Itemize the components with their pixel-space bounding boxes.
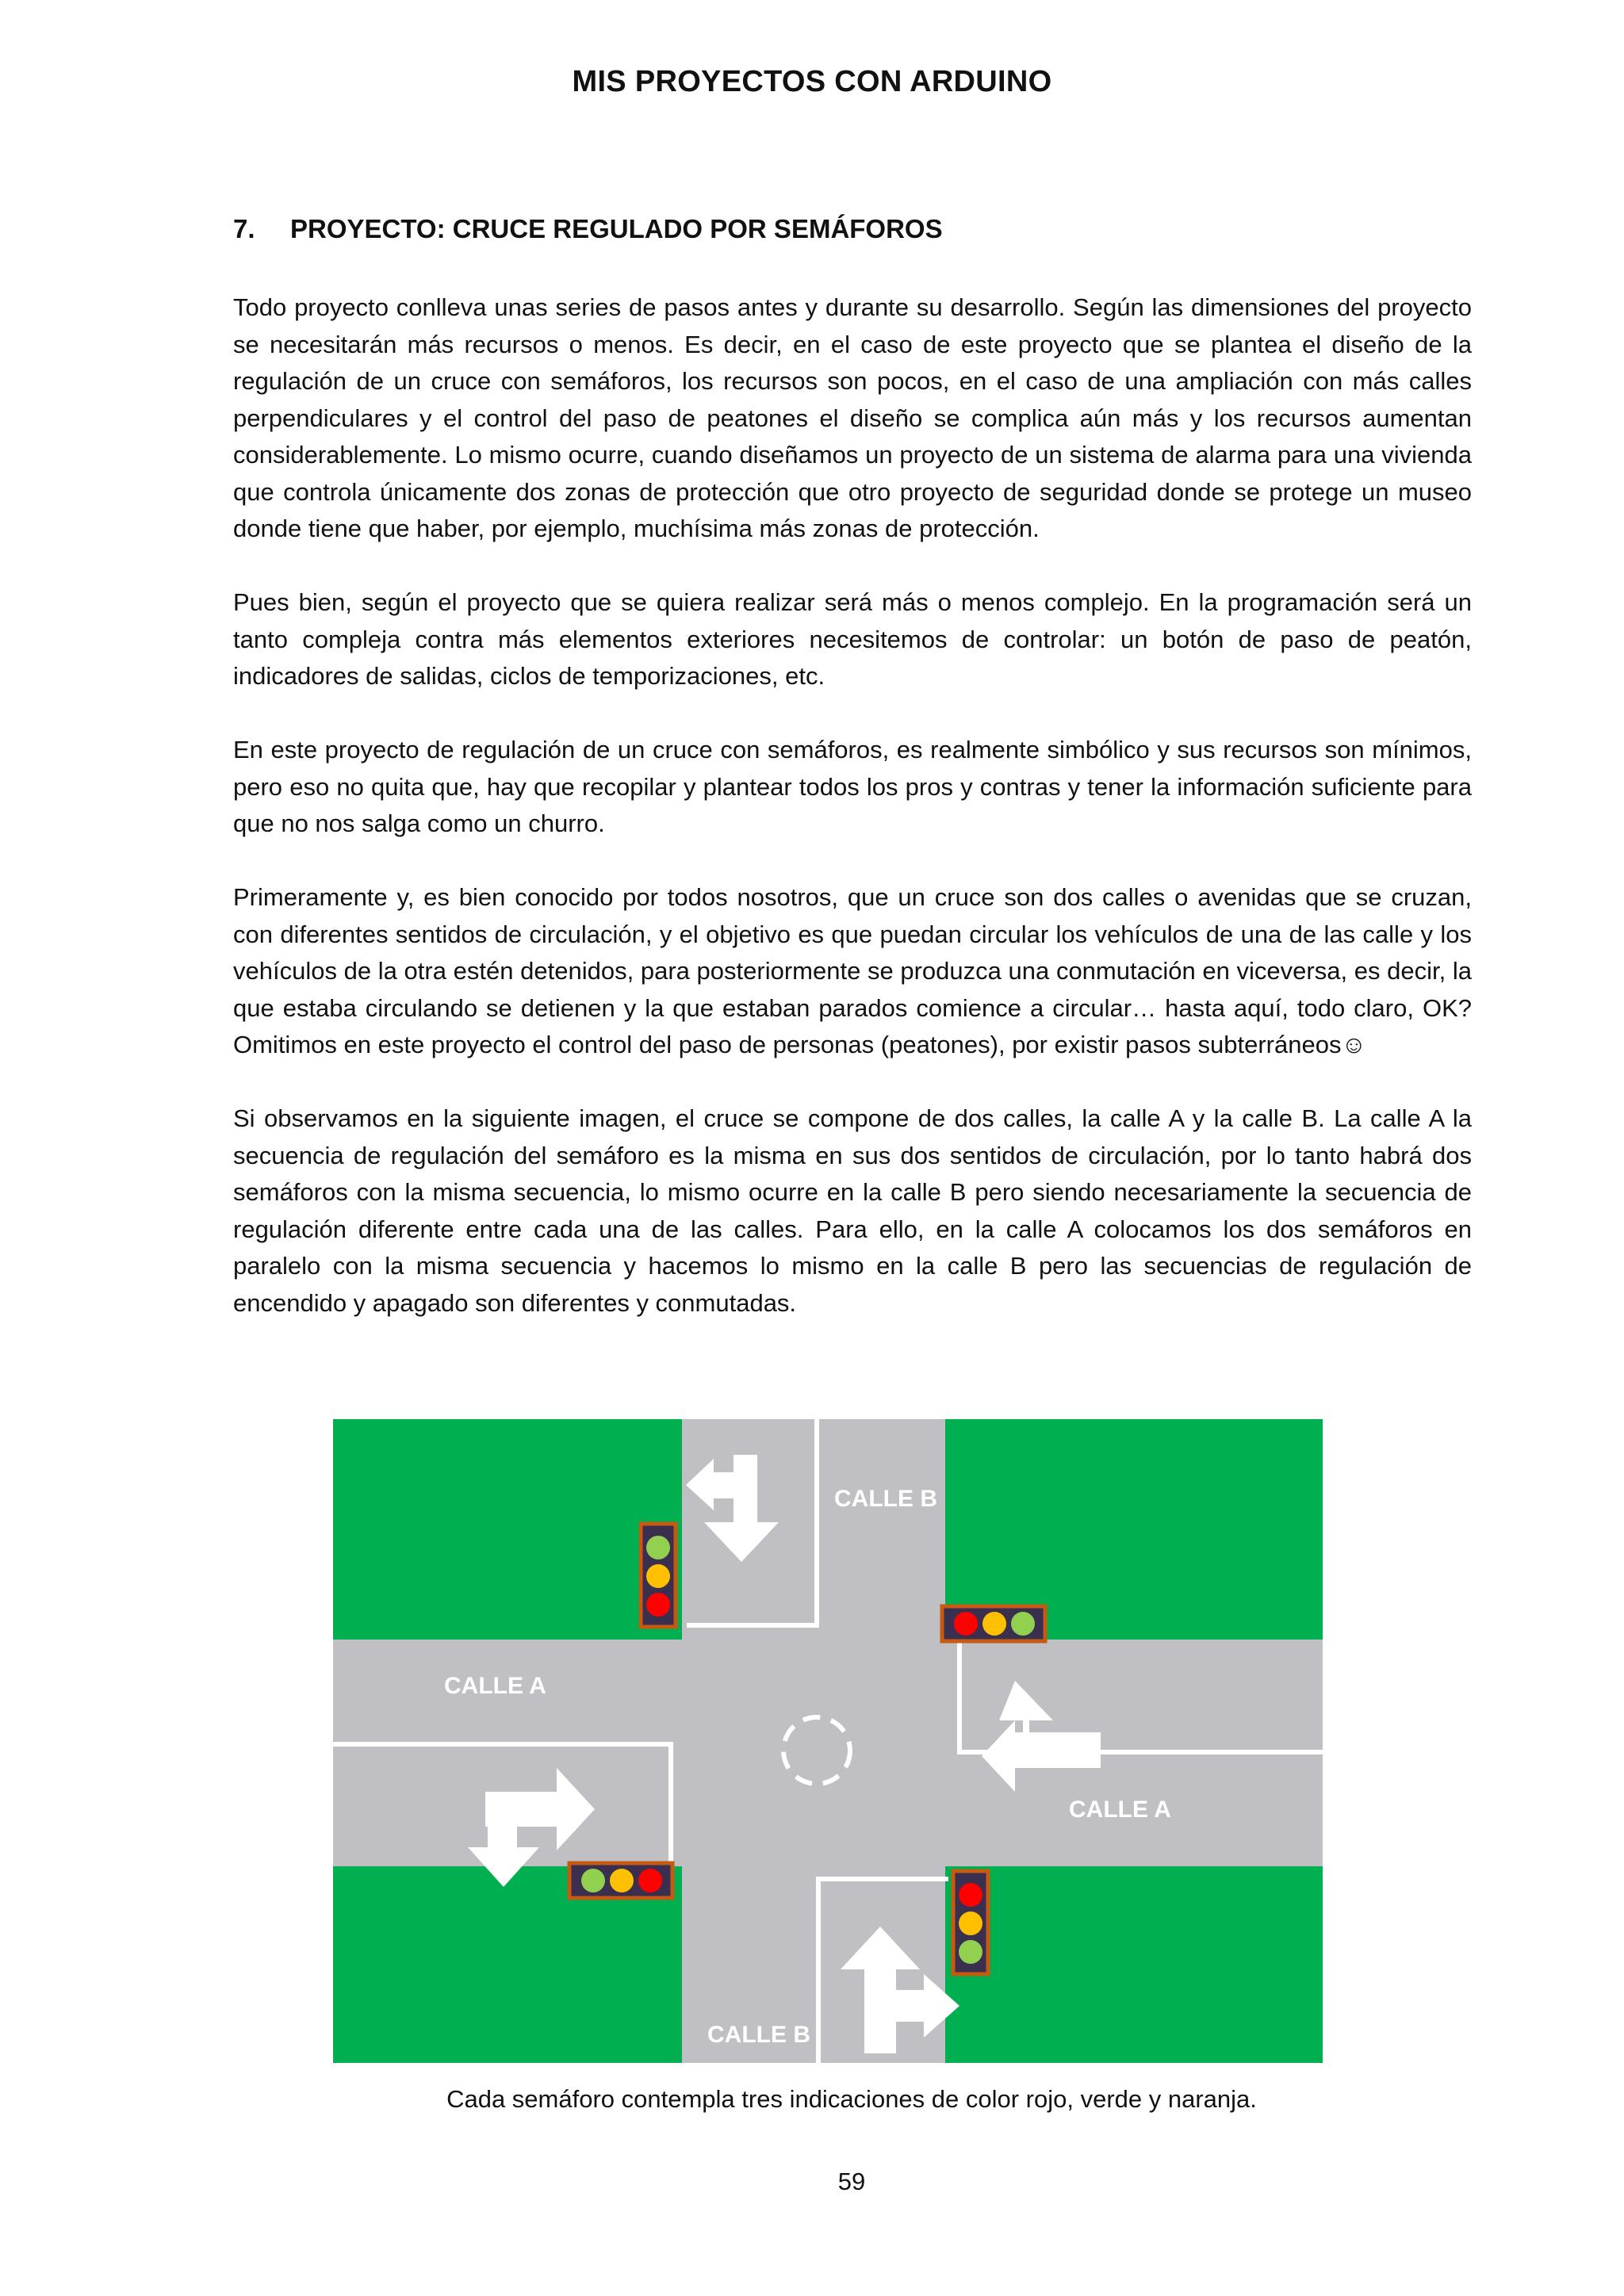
- label-calle-a-left: CALLE A: [444, 1673, 546, 1699]
- paragraph: En este proyecto de regulación de un cruce con semáforos, es realmente simbólico y sus recursos son mínimos, pero eso no quita que, hay que recopilar y plantear todos los pros y contras y tener la información suficiente para que no nos salga como un churro.: [233, 736, 1472, 837]
- page-number: 59: [837, 2168, 866, 2195]
- figure-caption: Cada semáforo contempla tres indicaciones de color rojo, verde y naranja.: [446, 2085, 1257, 2113]
- traffic-light-calle-b-top: [641, 1524, 676, 1627]
- traffic-light-calle-a-right: [942, 1606, 1045, 1641]
- traffic-light-calle-a-left: [569, 1863, 672, 1898]
- paragraph: Todo proyecto conlleva unas series de pasos antes y durante su desarrollo. Según las dimensiones del proyecto se necesitarán más recursos o menos. Es decir, en el caso de este proyecto que se plantea el diseño de la regulación de un cruce con semáforos, los recursos son pocos, en el caso de una ampliación con más calles perpendiculares y el control del paso de peatones el diseño se complica aún más y los recursos aumentan considerablemente. Lo mismo ocurre, cuando diseñamos un proyecto de un sistema de alarma para una vivienda que controla únicamente dos zonas de protección que otro proyecto de seguridad donde se protege un museo donde tiene que haber, por ejemplo, muchísima más zonas de protección.: [233, 293, 1472, 542]
- section-title: PROYECTO: CRUCE REGULADO POR SEMÁFOROS: [290, 214, 943, 243]
- section-number: 7.: [233, 214, 255, 243]
- paragraph: Pues bien, según el proyecto que se quiera realizar será más o menos complejo. En la programación será un tanto compleja contra más elementos exteriores necesitemos de controlar: un botón de paso de peatón, indicadores de salidas, ciclos de temporizaciones, etc.: [233, 588, 1472, 690]
- paragraph: Si observamos en la siguiente imagen, el cruce se compone de dos calles, la calle A y la calle B. La calle A la secuencia de regulación del semáforo es la misma en sus dos sentidos de circulación, por lo tanto habrá dos semáforos con la misma secuencia, lo mismo ocurre en la calle B pero siendo necesariamente la secuencia de regulación diferente entre cada una de las calles. Para ello, en la calle A colocamos los dos semáforos en paralelo con la misma secuencia y hacemos lo mismo en la calle B pero las secuencias de regulación de encendido y apagado son diferentes y conmutadas.: [233, 1104, 1472, 1317]
- intersection-diagram: [333, 1419, 1323, 2063]
- label-calle-b-bottom: CALLE B: [707, 2022, 810, 2048]
- label-calle-b-top: CALLE B: [834, 1486, 937, 1512]
- paragraph: Primeramente y, es bien conocido por todos nosotros, que un cruce son dos calles o avenidas que se cruzan, con diferentes sentidos de circulación, y el objetivo es que puedan circular los vehículos de una de las calle y los vehículos de la otra estén detenidos, para posteriormente se produzca una conmutación en viceversa, es decir, la que estaba circulando se detienen y la que estaban parados comience a circular… hasta aquí, todo claro, OK? Omitimos en este proyecto el control del paso de personas (peatones), por existir pasos subterráneos☺: [233, 883, 1472, 1058]
- intersection-figure: [333, 1419, 1323, 2063]
- traffic-light-calle-b-bottom: [953, 1871, 988, 1974]
- section-heading: [233, 214, 943, 244]
- label-calle-a-right: CALLE A: [1069, 1797, 1171, 1823]
- body-text: [233, 289, 1472, 1359]
- page-header-title: MIS PROYECTOS CON ARDUINO: [572, 65, 1052, 98]
